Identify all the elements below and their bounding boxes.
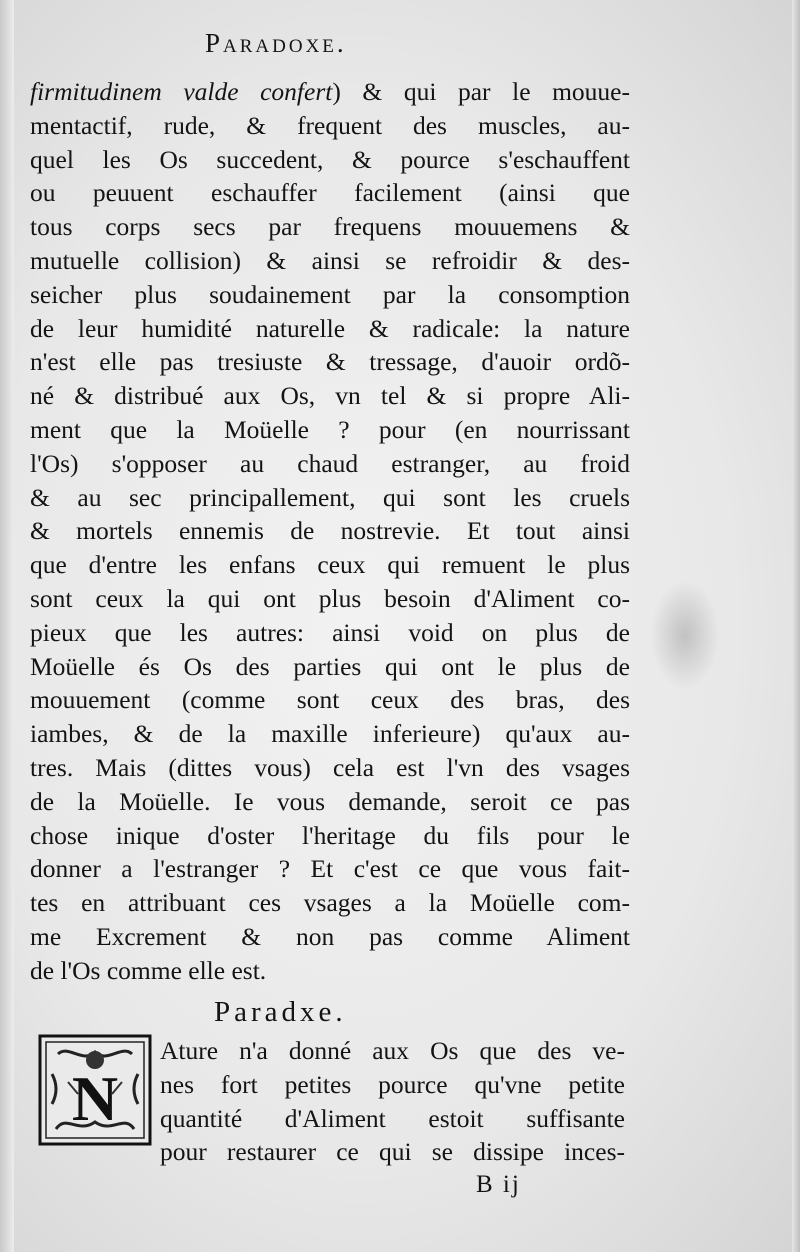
text-line-content: & mortels ennemis de nostrevie. Et tout ainsi xyxy=(30,516,630,546)
text-line xyxy=(30,176,630,210)
text-line-content: donner a l'estranger ? Et c'est ce que vous fait- xyxy=(30,854,630,884)
text-line xyxy=(30,312,630,346)
text-line xyxy=(30,379,630,413)
text-line-content: de leur humidité naturelle & radicale: la nature xyxy=(30,313,630,343)
text-line xyxy=(30,852,630,886)
text-line xyxy=(30,548,630,582)
text-line-content: mutuelle collision) & ainsi se refroidir & des- xyxy=(30,245,630,275)
text-line xyxy=(30,413,630,447)
text-line xyxy=(30,345,630,379)
main-text-block xyxy=(30,75,630,988)
text-line xyxy=(30,481,630,515)
text-line xyxy=(30,751,630,785)
text-line xyxy=(30,683,630,717)
text-line xyxy=(30,616,630,650)
text-line xyxy=(30,109,630,143)
text-line-content: de la Moüelle. Ie vous demande, seroit ce pas xyxy=(30,786,630,816)
section-heading: Paradxe. xyxy=(214,996,347,1028)
section-text-block xyxy=(160,1034,625,1169)
ink-smudge xyxy=(650,580,720,690)
text-line-content: ou peuuent eschauffer facilement (ainsi que xyxy=(30,178,630,208)
text-line-content: l'Os) s'opposer au chaud estranger, au froid xyxy=(30,448,630,478)
section-text-line: nes fort petites pource qu'vne petite xyxy=(160,1069,625,1099)
signature-mark: B ij xyxy=(476,1171,521,1198)
text-line xyxy=(30,210,630,244)
text-line-content: que d'entre les enfans ceux qui remuent le plus xyxy=(30,550,630,580)
text-line xyxy=(30,447,630,481)
decorated-initial-n-icon xyxy=(38,1034,152,1146)
text-line-content: & au sec principallement, qui sont les cruels xyxy=(30,482,630,512)
text-line-content: me Excrement & non pas comme Aliment xyxy=(30,921,630,951)
text-line-content: sont ceux la qui ont plus besoin d'Aliment co- xyxy=(30,583,630,613)
text-line-content: de l'Os comme elle est. xyxy=(30,955,267,985)
text-line-content: seicher plus soudainement par la consomption xyxy=(30,279,630,309)
text-line-content: né & distribué aux Os, vn tel & si propre Ali- xyxy=(30,381,630,411)
text-line xyxy=(30,244,630,278)
text-line xyxy=(30,717,630,751)
text-line-content: Moüelle és Os des parties qui ont le plus de xyxy=(30,651,630,681)
text-line-content: tres. Mais (dittes vous) cela est l'vn des vsages xyxy=(30,752,630,782)
text-line xyxy=(30,278,630,312)
text-line-content: tous corps secs par frequens mouuemens & xyxy=(30,212,630,242)
text-line xyxy=(30,785,630,819)
text-line-content: mouuement (comme sont ceux des bras, des xyxy=(30,685,630,715)
text-line-content: pieux que les autres: ainsi void on plus de xyxy=(30,617,630,647)
text-line xyxy=(30,582,630,616)
latin-italic-phrase: firmitudinem valde confert xyxy=(30,77,333,106)
text-line xyxy=(30,75,630,109)
section-text-line: Ature n'a donné aux Os que des ve- xyxy=(160,1036,625,1065)
text-line-content: iambes, & de la maxille inferieure) qu'aux au- xyxy=(30,719,630,749)
text-line-content: tes en attribuant ces vsages a la Moüelle com- xyxy=(30,888,630,918)
running-head: Paradoxe. xyxy=(205,28,347,58)
text-line xyxy=(30,886,630,920)
text-line-content: n'est elle pas tresiuste & tressage, d'auoir ordõ- xyxy=(30,347,630,377)
text-line xyxy=(30,514,630,548)
text-line xyxy=(30,954,630,988)
text-line-content: quel les Os succedent, & pource s'eschauffent xyxy=(30,144,630,174)
text-line-content: mentactif, rude, & frequent des muscles, au- xyxy=(30,110,630,140)
section-text-line: quantité d'Aliment estoit suffisante xyxy=(160,1103,625,1133)
decorated-initial-letter xyxy=(38,1034,152,1146)
text-line xyxy=(30,920,630,954)
text-line-content: ment que la Moüelle ? pour (en nourrissant xyxy=(30,414,630,444)
text-line-content: chose inique d'oster l'heritage du fils pour le xyxy=(30,820,630,850)
page-edge-shadow xyxy=(792,0,800,1252)
text-line-content: ) & qui par le mouue- xyxy=(332,77,630,106)
initial-letter-glyph: N xyxy=(71,1063,119,1134)
text-line xyxy=(30,650,630,684)
page-gutter-shadow xyxy=(0,0,14,1252)
section-text-line: pour restaurer ce qui se dissipe inces- xyxy=(160,1137,625,1167)
text-line xyxy=(30,819,630,853)
text-line xyxy=(30,143,630,177)
